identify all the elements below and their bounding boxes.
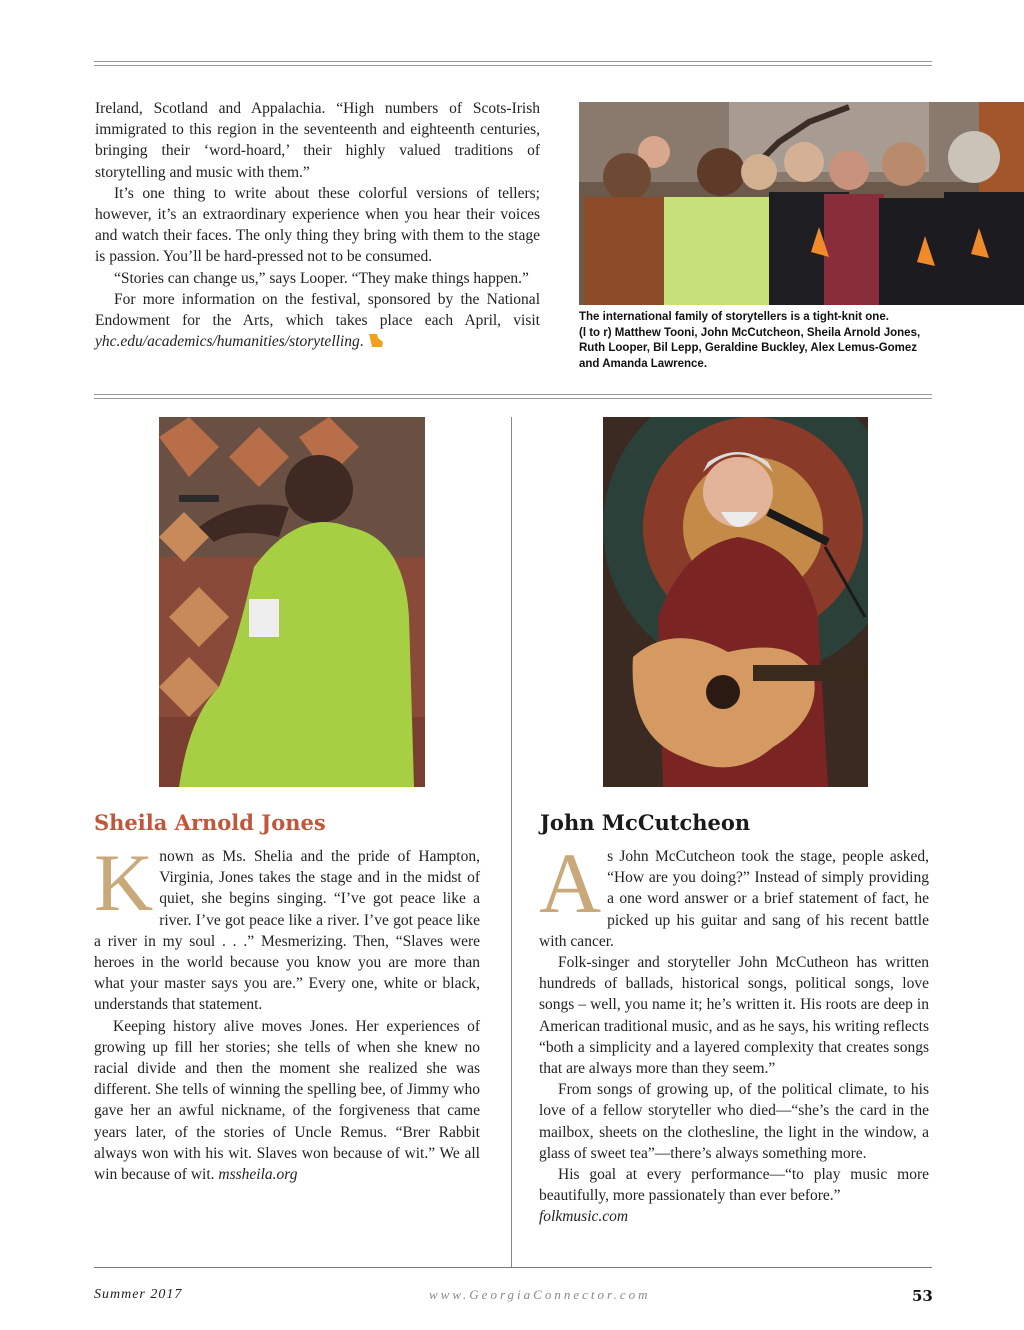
sheila-web-link[interactable]: mssheila.org (218, 1166, 298, 1184)
john-article (539, 835, 929, 1228)
top-double-rule (94, 61, 932, 67)
sheila-paragraph-2 (94, 1016, 480, 1186)
intro-text-column (95, 98, 540, 352)
sheila-article (94, 837, 480, 1185)
sheila-paragraph-2-text: Keeping history alive moves Jones. Her experiences of growing up fill her stories; she tells of when she knew no racial divide and then the moment she realized she was different. She tells of winning the spelling bee, of Jimmy who gave her an awful nickname, of the forgiveness that came years later, of the stories of Uncle Remus. “Brer Rabbit always won with his wit. Slaves won because of wit.” We all win because of wit. (94, 1017, 480, 1184)
sheila-arnold-jones-photo (159, 417, 425, 787)
john-name-heading: John McCutcheon (540, 810, 751, 835)
festival-web-link[interactable]: yhc.edu/academics/humanities/storytelling (95, 333, 360, 351)
footer-issue-date: Summer 2017 (94, 1287, 183, 1302)
intro-paragraph-3: “Stories can change us,” says Looper. “They make things happen.” (114, 269, 529, 287)
bottom-rule (94, 1267, 932, 1268)
intro-paragraph-2: It’s one thing to write about these colorful versions of tellers; however, it’s an extraordinary experience when you hear their voices and watch their faces. The only thing they bring with them to the stage is passion. You’ll be hard-pressed not to be consumed. (95, 184, 540, 266)
sheila-paragraph-1 (94, 837, 480, 1016)
footer-page-number: 53 (912, 1287, 933, 1305)
storytellers-group-photo (579, 102, 1024, 305)
group-photo-illustration (579, 102, 1024, 305)
intro-paragraph-4-end: . (359, 333, 364, 351)
sheila-paragraph-1-text: nown as Ms. Shelia and the pride of Hampton, Virginia, Jones takes the stage and in the midst of quiet, she begins singing. “I’ve got peace like a river. I’ve got peace like a river. I’ve got peace like a river in my soul . . .” Mesmerizing. Then, “Slaves were heroes in the world because you know you are more than what your master says you are.” Every one, white or black, understands that statement. (94, 848, 480, 1014)
middle-double-rule (94, 394, 932, 400)
caption-line-1: The international family of storytellers is a tight-knit one. (579, 311, 889, 323)
sheila-photo-illustration (159, 417, 425, 787)
intro-paragraph-1: Ireland, Scotland and Appalachia. “High numbers of Scots-Irish immigrated to this region in the seventeenth and eighteenth centuries, bringing their ‘word-hoard,’ their highly valued traditions of storytelling and music with them.” (95, 100, 540, 181)
john-paragraph-4: His goal at every performance—“to play music more beautifully, more passionately than ever before.” (539, 1166, 929, 1205)
column-divider (511, 417, 512, 1268)
footer-website[interactable]: www.GeorgiaConnector.com (429, 1287, 651, 1302)
georgia-end-mark-icon (368, 333, 384, 348)
group-photo-caption (579, 310, 939, 372)
john-paragraph-2: Folk-singer and storyteller John McCutheon has written hundreds of ballads, historical songs, political songs, love songs – well, you name it; he’s written it. His roots are deep in American traditional music, and as he says, his writing reflects “both a simplicity and a layered complexity that creates songs that are always more than they seem.” (539, 954, 929, 1078)
sheila-dropcap: K (94, 837, 154, 928)
intro-paragraph-4-text: For more information on the festival, sponsored by the National Endowment for the Arts, which takes place each April, visit (95, 290, 540, 330)
john-photo-illustration (603, 417, 868, 787)
john-mccutcheon-photo (603, 417, 868, 787)
sheila-name-heading: Sheila Arnold Jones (94, 810, 326, 835)
john-web-link[interactable]: folkmusic.com (539, 1208, 629, 1226)
john-dropcap: A (539, 835, 602, 931)
caption-line-2: (l to r) Matthew Tooni, John McCutcheon, Sheila Arnold Jones, Ruth Looper, Bil Lepp, Geraldine Buckley, Alex Lemus-Gomez and Amanda Lawrence. (579, 326, 921, 370)
john-paragraph-1-text: s John McCutcheon took the stage, people asked, “How are you doing?” Instead of simply providing a one word answer or a brief statement of fact, he picked up his guitar and sang of his recent battle with cancer. (539, 848, 929, 950)
john-paragraph-3: From songs of growing up, of the political climate, to his love of a fellow storyteller who died—“she’s the card in the mailbox, sheets on the clothesline, the light in the window, a glass of sweet tea”—there’s always something more. (539, 1081, 929, 1162)
john-paragraph-1 (539, 835, 929, 952)
intro-paragraph-4 (95, 289, 540, 353)
